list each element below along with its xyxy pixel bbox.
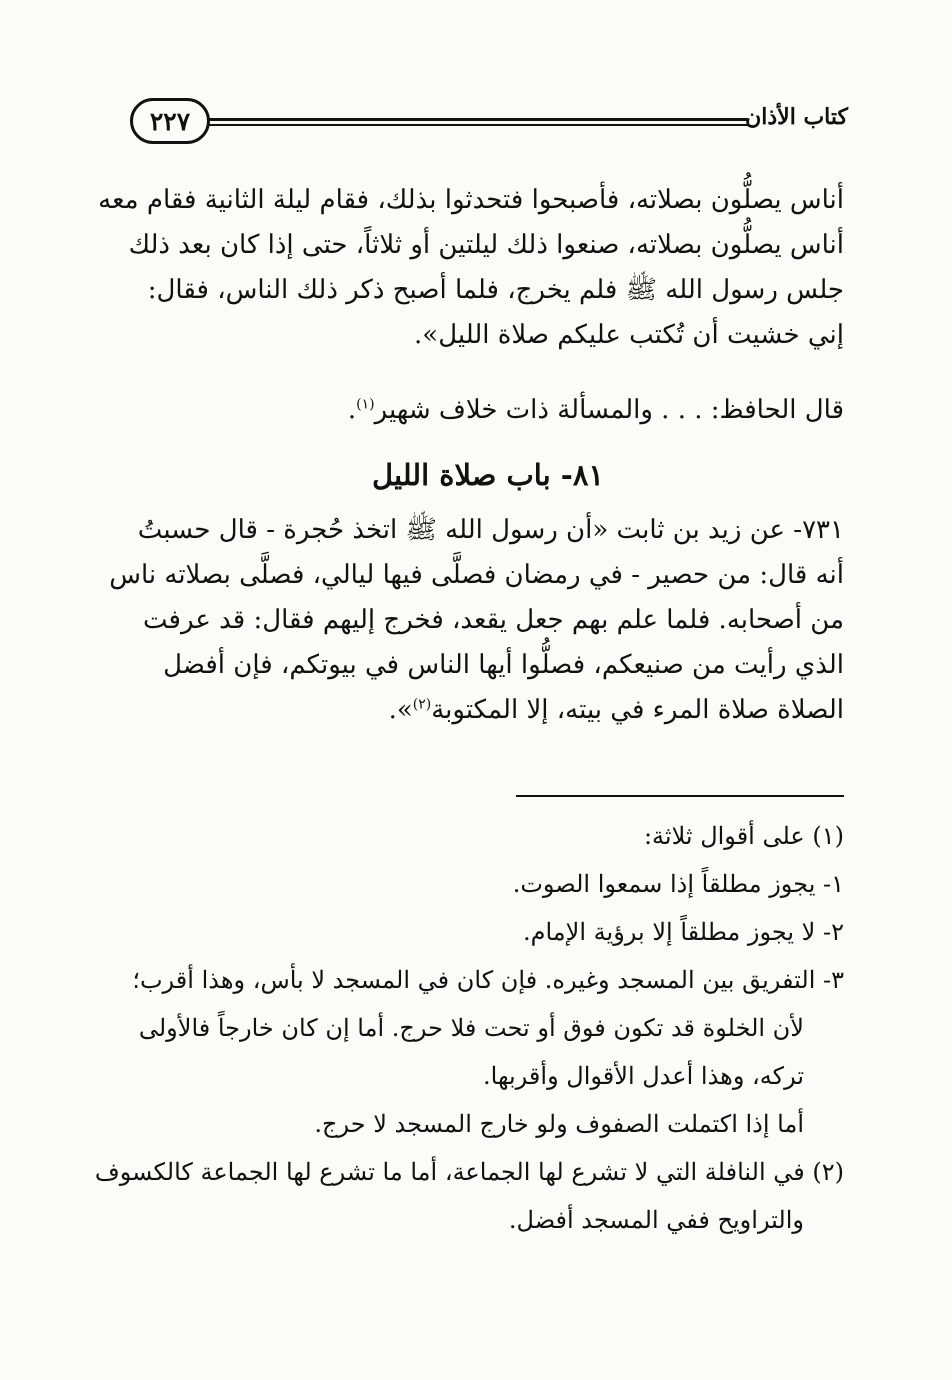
footnote-2-cont: والتراويح ففي المسجد أفضل.	[508, 1206, 804, 1234]
footnote-1-item-1: ١- يجوز مطلقاً إذا سمعوا الصوت.	[512, 870, 844, 898]
footnote-1-item-2: ٢- لا يجوز مطلقاً إلا برؤية الإمام.	[523, 918, 844, 946]
page-header	[130, 96, 848, 156]
text-line	[132, 388, 844, 433]
hafiz-text: قال الحافظ: . . . والمسألة ذات خلاف شهير	[374, 395, 844, 425]
hafiz-comment	[132, 388, 844, 433]
hadith-tail: ».	[388, 695, 413, 725]
footnote-separator	[516, 795, 844, 797]
text-line: الذي رأيت من صنيعكم، فصلُّوا أيها الناس في بيوتكم، فإن أفضل	[163, 650, 844, 680]
footnote-1-item-3: ٣- التفريق بين المسجد وغيره. فإن كان في المسجد لا بأس، وهذا أقرب؛	[132, 966, 844, 994]
text-line	[132, 688, 844, 733]
header-rule-thin	[208, 124, 748, 126]
footnote-2: (٢) في النافلة التي لا تشرع لها الجماعة، أما ما تشرع لها الجماعة كالكسوف	[94, 1158, 844, 1186]
text-line: أناس يصلُّون بصلاته، فأصبحوا فتحدثوا بذلك، فقام ليلة الثانية فقام معه	[98, 185, 844, 215]
page-number: ٢٢٧	[130, 98, 210, 144]
paragraph-hadith-continuation	[98, 178, 844, 358]
footnote-1-intro: (١) على أقوال ثلاثة:	[643, 822, 844, 850]
hadith-last-line: الصلاة صلاة المرء في بيته، إلا المكتوبة	[431, 695, 844, 725]
paragraph-hadith-731	[109, 508, 844, 733]
header-rule	[208, 118, 748, 121]
footnote-1-item-3-cont: تركه، وهذا أعدل الأقوال وأقربها.	[483, 1062, 804, 1090]
text-line: ٧٣١- عن زيد بن ثابت «أن رسول الله ﷺ اتخذ حُجرة - قال حسبتُ	[137, 515, 844, 545]
text-line: جلس رسول الله ﷺ فلم يخرج، فلما أصبح ذكر ذلك الناس، فقال:	[147, 275, 844, 305]
footnote-1-item-3-cont: لأن الخلوة قد تكون فوق أو تحت فلا حرج. أما إن كان خارجاً فالأولى	[138, 1014, 804, 1042]
footnotes	[94, 812, 844, 1244]
text-line: من أصحابه. فلما علم بهم جعل يقعد، فخرج إليهم فقال: قد عرفت	[143, 605, 844, 635]
text-line: إني خشيت أن تُكتب عليكم صلاة الليل».	[414, 320, 844, 350]
footnote-ref-2[interactable]: (٢)	[412, 696, 432, 713]
chapter-heading: ٨١- باب صلاة الليل	[371, 458, 605, 492]
text-line: أنه قال: من حصير - في رمضان فصلَّى فيها ليالي، فصلَّى بصلاته ناس	[109, 560, 844, 590]
book-title: كتاب الأذان	[745, 104, 848, 130]
footnote-1-item-3-cont: أما إذا اكتملت الصفوف ولو خارج المسجد لا حرج.	[314, 1110, 804, 1138]
hafiz-tail: .	[347, 395, 357, 425]
footnote-ref-1[interactable]: (١)	[356, 396, 375, 413]
text-line: أناس يصلُّون بصلاته، صنعوا ذلك ليلتين أو ثلاثاً، حتى إذا كان بعد ذلك	[128, 230, 844, 260]
